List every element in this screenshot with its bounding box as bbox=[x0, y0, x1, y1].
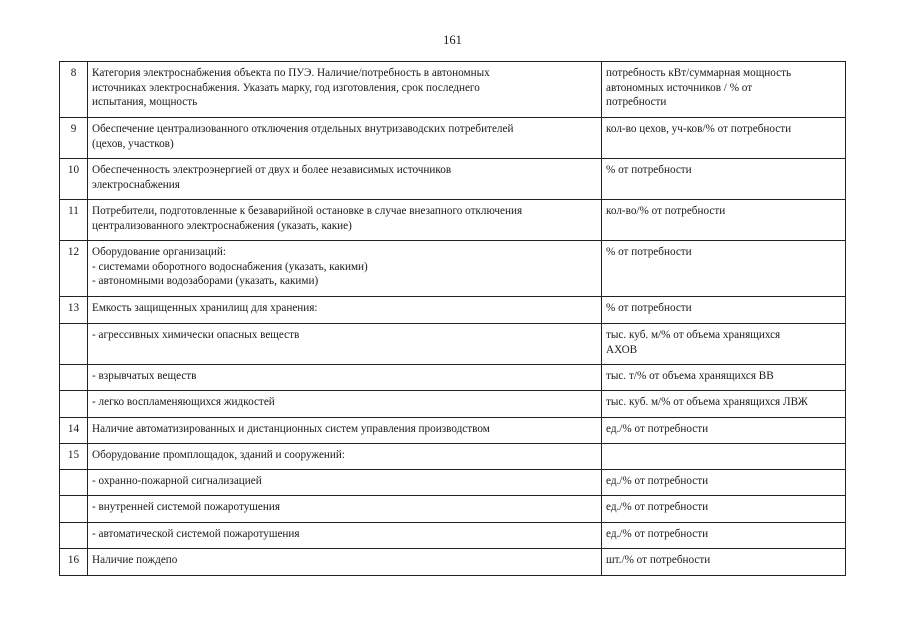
row-unit: % от потребности bbox=[602, 297, 846, 324]
table-row bbox=[60, 470, 846, 496]
row-unit: потребность кВт/суммарная мощность автономных источников / % от потребности bbox=[602, 62, 846, 118]
table-row bbox=[60, 549, 846, 576]
row-description: Оборудование организаций: - системами оборотного водоснабжения (указать, какими) - автономными водозаборами (указать, какими) bbox=[88, 241, 602, 297]
row-description: - внутренней системой пожаротушения bbox=[88, 496, 602, 523]
row-number bbox=[60, 324, 88, 365]
row-unit: % от потребности bbox=[602, 241, 846, 297]
row-number bbox=[60, 365, 88, 391]
table-row bbox=[60, 365, 846, 391]
indicators-table bbox=[59, 61, 846, 576]
row-unit: кол-во цехов, уч-ков/% от потребности bbox=[602, 118, 846, 159]
row-description: - автоматической системой пожаротушения bbox=[88, 523, 602, 549]
row-description: Потребители, подготовленные к безаварийной остановке в случае внезапного отключения централизованного электроснабжения (указать, какие) bbox=[88, 200, 602, 241]
row-unit: ед./% от потребности bbox=[602, 523, 846, 549]
table-row bbox=[60, 200, 846, 241]
table-row bbox=[60, 391, 846, 418]
table-row bbox=[60, 523, 846, 549]
row-number: 13 bbox=[60, 297, 88, 324]
row-number: 15 bbox=[60, 444, 88, 470]
row-unit: % от потребности bbox=[602, 159, 846, 200]
table-row bbox=[60, 324, 846, 365]
row-unit: тыс. куб. м/% от объема хранящихся ЛВЖ bbox=[602, 391, 846, 418]
table-row bbox=[60, 241, 846, 297]
table-row bbox=[60, 297, 846, 324]
row-description: Емкость защищенных хранилищ для хранения: bbox=[88, 297, 602, 324]
row-description: Наличие пождепо bbox=[88, 549, 602, 576]
row-unit: ед./% от потребности bbox=[602, 496, 846, 523]
table-row bbox=[60, 496, 846, 523]
row-description: Обеспечение централизованного отключения отдельных внутризаводских потребителей (цехов, участков) bbox=[88, 118, 602, 159]
row-description: - легко воспламеняющихся жидкостей bbox=[88, 391, 602, 418]
row-unit: ед./% от потребности bbox=[602, 470, 846, 496]
row-unit: тыс. т/% от объема хранящихся ВВ bbox=[602, 365, 846, 391]
row-description: - охранно-пожарной сигнализацией bbox=[88, 470, 602, 496]
row-unit: тыс. куб. м/% от объема хранящихся АХОВ bbox=[602, 324, 846, 365]
table-row bbox=[60, 62, 846, 118]
row-unit: шт./% от потребности bbox=[602, 549, 846, 576]
row-description: - агрессивных химически опасных веществ bbox=[88, 324, 602, 365]
row-description: Оборудование промплощадок, зданий и сооружений: bbox=[88, 444, 602, 470]
row-number: 9 bbox=[60, 118, 88, 159]
row-unit bbox=[602, 444, 846, 470]
row-number: 14 bbox=[60, 418, 88, 444]
row-number bbox=[60, 470, 88, 496]
row-description: - взрывчатых веществ bbox=[88, 365, 602, 391]
row-number: 10 bbox=[60, 159, 88, 200]
row-description: Обеспеченность электроэнергией от двух и более независимых источников электроснабжения bbox=[88, 159, 602, 200]
table-row bbox=[60, 159, 846, 200]
row-description: Наличие автоматизированных и дистанционных систем управления производством bbox=[88, 418, 602, 444]
row-number: 8 bbox=[60, 62, 88, 118]
row-unit: ед./% от потребности bbox=[602, 418, 846, 444]
row-number: 16 bbox=[60, 549, 88, 576]
page-number: 161 bbox=[443, 33, 462, 47]
row-number: 11 bbox=[60, 200, 88, 241]
table-row bbox=[60, 418, 846, 444]
row-number bbox=[60, 391, 88, 418]
row-number bbox=[60, 496, 88, 523]
table-row bbox=[60, 118, 846, 159]
row-number bbox=[60, 523, 88, 549]
row-description: Категория электроснабжения объекта по ПУЭ. Наличие/потребность в автономных источниках электроснабжения. Указать марку, год изготовления, срок последнего испытания, мощность bbox=[88, 62, 602, 118]
row-unit: кол-во/% от потребности bbox=[602, 200, 846, 241]
table-row bbox=[60, 444, 846, 470]
row-number: 12 bbox=[60, 241, 88, 297]
